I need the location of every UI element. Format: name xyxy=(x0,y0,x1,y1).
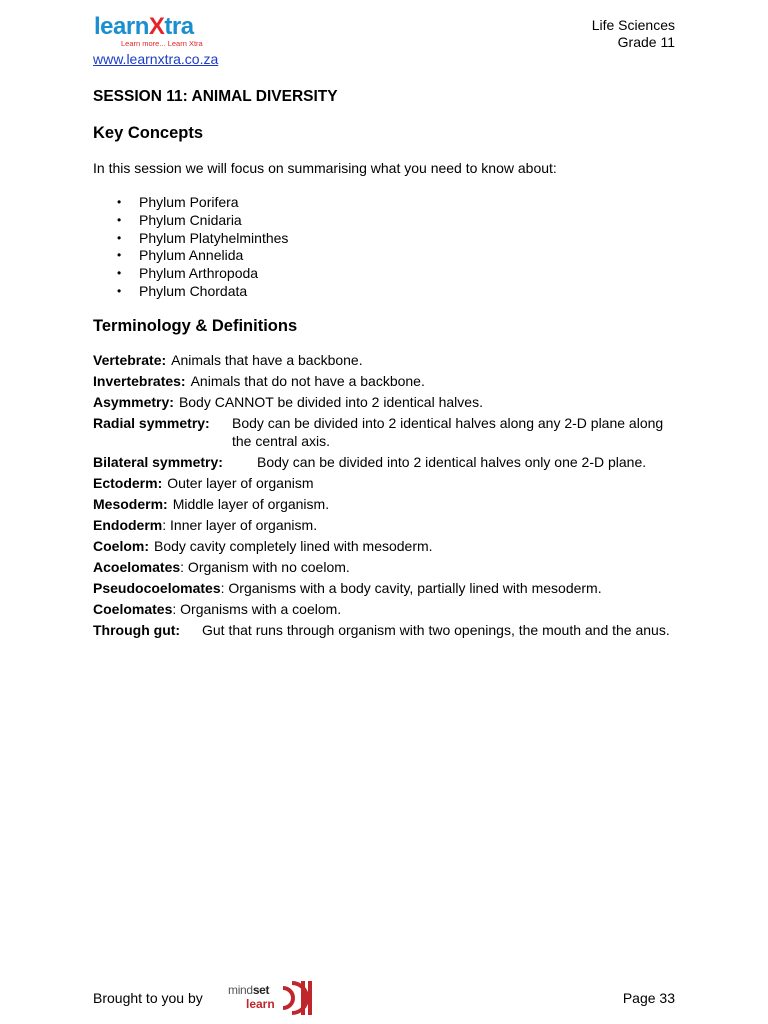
definition-row xyxy=(93,415,683,450)
definition-text: : Organisms with a body cavity, partially lined with mesoderm. xyxy=(220,579,602,596)
definition-term: Through gut: xyxy=(93,621,181,638)
definition-text: : Inner layer of organism. xyxy=(162,516,318,533)
bullet-icon: • xyxy=(117,266,122,281)
learn-wordmark: learn xyxy=(246,997,275,1011)
definition-term: Ectoderm: xyxy=(93,474,163,491)
header-subject-grade xyxy=(592,17,675,51)
definition-row xyxy=(93,454,683,472)
key-concepts-heading: Key Concepts xyxy=(93,124,204,142)
footer-brought-by: Brought to you by xyxy=(93,990,203,1006)
definition-row xyxy=(93,580,683,598)
definitions-list xyxy=(93,352,683,643)
grade-label: Grade 11 xyxy=(617,34,675,50)
bullet-icon: • xyxy=(117,230,122,245)
definition-text: : Organism with no coelom. xyxy=(180,558,350,575)
terminology-heading: Terminology & Definitions xyxy=(93,317,298,335)
phylum-list-item xyxy=(93,247,288,265)
definition-text: : Organisms with a coelom. xyxy=(172,600,342,617)
definition-term: Acoelomates xyxy=(93,558,181,575)
definition-term: Radial symmetry: xyxy=(93,415,210,431)
bullet-icon: • xyxy=(117,283,122,298)
definition-term: Vertebrate: xyxy=(93,352,167,368)
definition-term: Bilateral symmetry: xyxy=(93,453,223,470)
definition-term: Coelom: xyxy=(93,537,149,554)
bullet-icon: • xyxy=(117,248,122,263)
subject-label: Life Sciences xyxy=(591,17,675,33)
website-link[interactable]: www.learnxtra.co.za xyxy=(93,51,219,67)
phylum-list-item xyxy=(93,230,288,248)
phylum-name: Phylum Chordata xyxy=(139,282,248,299)
phylum-list xyxy=(93,194,288,301)
definition-row xyxy=(93,352,683,370)
phylum-name: Phylum Porifera xyxy=(139,194,239,210)
definition-text: Outer layer of organism xyxy=(167,474,314,491)
definition-term: Mesoderm: xyxy=(93,495,168,512)
definition-text: Body can be divided into 2 identical halves along any 2-D plane along the central axis. xyxy=(232,415,664,449)
definition-text: Body CANNOT be divided into 2 identical halves. xyxy=(178,394,483,410)
definition-text: Gut that runs through organism with two openings, the mouth and the anus. xyxy=(202,621,670,638)
definition-row xyxy=(93,601,683,619)
definition-text: Animals that do not have a backbone. xyxy=(190,373,425,389)
phylum-name: Phylum Annelida xyxy=(139,247,244,264)
learnxtra-logo[interactable] xyxy=(94,14,224,48)
definition-term: Endoderm xyxy=(93,516,163,533)
key-concepts-intro: In this session we will focus on summarising what you need to know about: xyxy=(93,160,557,176)
bullet-icon: • xyxy=(117,212,122,227)
definition-text: Body cavity completely lined with mesoderm. xyxy=(154,537,433,554)
definition-row xyxy=(93,373,683,391)
logo-wordmark: learnXtra xyxy=(94,13,194,40)
mindset-learn-logo[interactable] xyxy=(228,980,320,1016)
definition-row xyxy=(93,622,683,640)
definition-row xyxy=(93,517,683,535)
bullet-icon: • xyxy=(117,195,122,209)
definition-row xyxy=(93,394,683,412)
definition-row xyxy=(93,475,683,493)
definition-row xyxy=(93,496,683,514)
logo-tagline: Learn more... Learn Xtra xyxy=(121,39,203,48)
phylum-list-item xyxy=(93,212,288,230)
definition-term: Coelomates xyxy=(93,600,173,617)
definition-text: Middle layer of organism. xyxy=(172,495,330,512)
phylum-list-item xyxy=(93,194,288,212)
definition-text: Animals that have a backbone. xyxy=(171,352,363,368)
page-number: Page 33 xyxy=(622,990,675,1006)
definition-row xyxy=(93,538,683,556)
definition-row xyxy=(93,559,683,577)
phylum-list-item xyxy=(93,265,288,283)
definition-term: Asymmetry: xyxy=(93,394,174,410)
phylum-name: Phylum Cnidaria xyxy=(139,211,242,228)
phylum-name: Phylum Arthropoda xyxy=(139,265,259,282)
definition-term: Pseudocoelomates xyxy=(93,579,221,596)
mindset-wordmark: mindset xyxy=(228,983,270,997)
phylum-name: Phylum Platyhelminthes xyxy=(139,229,289,246)
definition-text: Body can be divided into 2 identical halves only one 2-D plane. xyxy=(257,453,647,470)
phylum-list-item xyxy=(93,283,288,301)
session-title: SESSION 11: ANIMAL DIVERSITY xyxy=(93,88,338,105)
definition-term: Invertebrates: xyxy=(93,373,186,389)
signal-arcs-icon xyxy=(281,980,319,1016)
